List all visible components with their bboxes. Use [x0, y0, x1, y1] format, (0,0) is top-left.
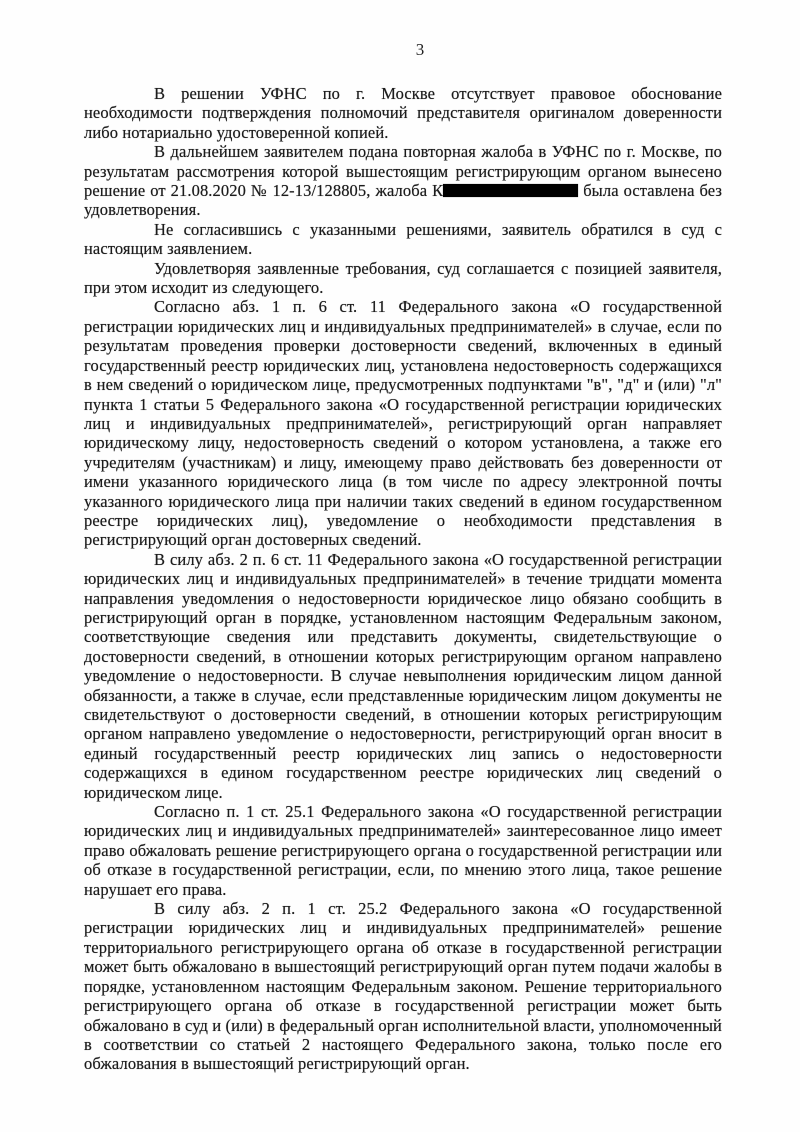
paragraph: В решении УФНС по г. Москве отсутствует правовое обоснование необходимости подтверждения полномочий представителя оригиналом доверенности либо нотариально удостоверенной копией. — [84, 84, 722, 142]
page-number: 3 — [415, 40, 425, 59]
document-body — [84, 84, 722, 1074]
paragraph: Согласно п. 1 ст. 25.1 Федерального закона «О государственной регистрации юридических лиц и индивидуальных предпринимателей» заинтересованное лицо имеет право обжаловать решение регистрирующего органа о государственной регистрации или об отказе в государственной регистрации, если, по мнению этого лица, такое решение нарушает его права. — [84, 802, 722, 899]
paragraph: Удовлетворяя заявленные требования, суд соглашается с позицией заявителя, при этом исходит из следующего. — [84, 258, 722, 298]
paragraph: Не согласившись с указанными решениями, заявитель обратился в суд с настоящим заявлением. — [84, 219, 722, 259]
redaction-box — [443, 184, 578, 197]
paragraph: В силу абз. 2 п. 1 ст. 25.2 Федерального закона «О государственной регистрации юридических лиц и индивидуальных предпринимателей» решение территориального регистрирующего органа об отказе в государственной регистрации может быть обжаловано в вышестоящий регистрирующий орган путем подачи жалобы в порядке, установленном настоящим Федеральным законом. Решение территориального регистрирующего органа об отказе в государственной регистрации может быть обжаловано в суд и (или) в федеральный орган исполнительной власти, уполномоченный в соответствии со статьей 2 настоящего Федерального закона, только после его обжалования в вышестоящий регистрирующий орган. — [84, 899, 722, 1074]
paragraph-with-redaction — [84, 142, 722, 220]
paragraph-text: была оставлена без удовлетворения. — [84, 181, 722, 220]
paragraph: Согласно абз. 1 п. 6 ст. 11 Федерального закона «О государственной регистрации юридических лиц и индивидуальных предпринимателей» в случае, если по результатам проведения проверки достоверности сведений, включенных в единый государственный реестр юридических лиц, установлена недостоверность содержащихся в нем сведений о юридическом лице, предусмотренных подпунктами "в", "д" и (или) "л" пункта 1 статьи 5 Федерального закона «О государственной регистрации юридических лиц и индивидуальных предпринимателей», регистрирующий орган направляет юридическому лицу, недостоверность сведений о котором установлена, а также его учредителям (участникам) и лицу, имеющему право действовать без доверенности от имени указанного юридического лица (в том числе по адресу электронной почты указанного юридического лица при наличии таких сведений в едином государственном реестре юридических лиц), уведомление о необходимости представления в регистрирующий орган достоверных сведений. — [84, 297, 722, 550]
paragraph: В силу абз. 2 п. 6 ст. 11 Федерального закона «О государственной регистрации юридических лиц и индивидуальных предпринимателей» в течение тридцати момента направления уведомления о недостоверности юридическое лицо обязано сообщить в регистрирующий орган в порядке, установленном настоящим Федеральным законом, соответствующие сведения или представить документы, свидетельствующие о достоверности сведений, в отношении которых регистрирующим органом направлено уведомление о недостоверности. В случае невыполнения юридическим лицом данной обязанности, а также в случае, если представленные юридическим лицом документы не свидетельствуют о достоверности сведений, в отношении которых регистрирующим органом направлено уведомление о недостоверности, регистрирующий орган вносит в единый государственный реестр юридических лиц запись о недостоверности содержащихся в едином государственном реестре юридических лиц сведений о юридическом лице. — [84, 549, 722, 802]
paragraph-text: В дальнейшем заявителем подана повторная жалоба в УФНС по г. Москве, по результатам рассмотрения которой вышестоящим регистрирующим органом вынесено решение от 21.08.2020 № 12-13/128805, жалоба К — [84, 142, 722, 201]
